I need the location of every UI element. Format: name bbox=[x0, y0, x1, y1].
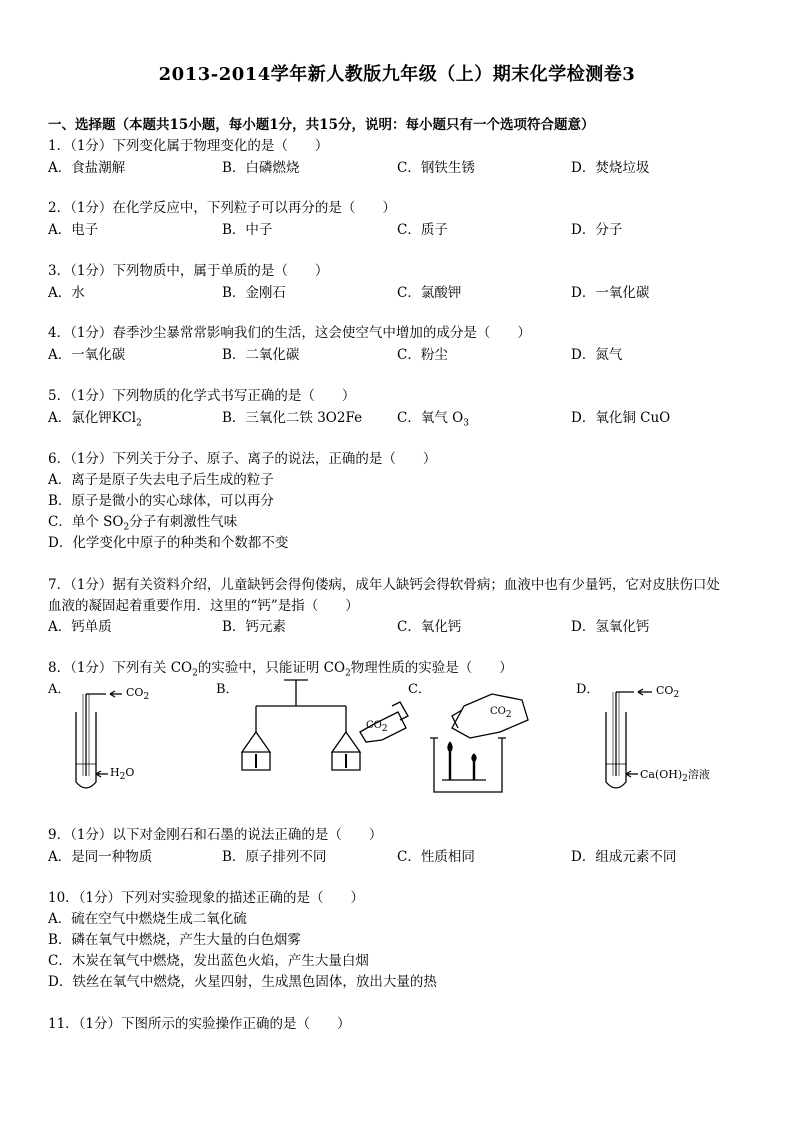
q4-option-c: C．粉尘 bbox=[397, 347, 448, 363]
q1-option-c: C．钢铁生锈 bbox=[397, 160, 475, 176]
q10-option-a: A．硫在空气中燃烧生成二氧化硫 bbox=[48, 911, 247, 927]
figure-b-co2-label: $CO_2$ bbox=[366, 720, 388, 734]
figure-a-co2-label: $CO_2$ bbox=[126, 686, 150, 703]
question-5: 5．（1分）下列物质的化学式书写正确的是（ ） bbox=[48, 388, 356, 404]
q1-option-d: D．焚烧垃圾 bbox=[571, 160, 650, 176]
q8-figures bbox=[40, 676, 760, 806]
question-2: 2．（1分）在化学反应中，下列粒子可以再分的是（ ） bbox=[48, 200, 396, 216]
figure-d-label: D． bbox=[576, 682, 600, 697]
q5-option-a: A．氯化钾KCl$_2$ bbox=[48, 410, 142, 429]
q5-option-d: D．氧化铜 CuO bbox=[571, 410, 671, 426]
q7-option-c: C．氧化钙 bbox=[397, 619, 462, 635]
figure-d-co2-label: $CO_2$ bbox=[656, 684, 680, 701]
question-8: 8．（1分）下列有关 $CO_2$的实验中，只能证明 $CO_2$物理性质的实验是（ ） bbox=[48, 660, 513, 679]
q10-option-d: D．铁丝在氧气中燃烧，火星四射，生成黑色固体，放出大量的热 bbox=[48, 974, 437, 990]
question-1: 1．（1分）下列变化属于物理变化的是（ ） bbox=[48, 138, 329, 154]
q3-option-d: D．一氧化碳 bbox=[571, 285, 650, 301]
q6-option-b: B．原子是微小的实心球体，可以再分 bbox=[48, 493, 274, 509]
question-4: 4．（1分）春季沙尘暴常常影响我们的生活，这会使空气中增加的成分是（ ） bbox=[48, 325, 531, 341]
q6-option-a: A．离子是原子失去电子后生成的粒子 bbox=[48, 472, 274, 488]
question-7-line-2: 血液的凝固起着重要作用．这里的“钙”是指（ ） bbox=[48, 598, 359, 614]
q1-option-a: A．食盐潮解 bbox=[48, 160, 126, 176]
q3-option-c: C．氯酸钾 bbox=[397, 285, 462, 301]
q5-option-b: B．三氧化二铁 3O2Fe bbox=[222, 410, 363, 426]
figure-b-label: B． bbox=[216, 682, 239, 697]
question-9: 9．（1分）以下对金刚石和石墨的说法正确的是（ ） bbox=[48, 827, 383, 843]
question-3: 3．（1分）下列物质中，属于单质的是（ ） bbox=[48, 263, 329, 279]
figure-c-label: C． bbox=[408, 682, 431, 697]
question-10: 10．（1分）下列对实验现象的描述正确的是（ ） bbox=[48, 890, 365, 906]
figure-c-beaker bbox=[430, 694, 528, 792]
q2-option-b: B．中子 bbox=[222, 222, 273, 238]
q1-option-b: B．白磷燃烧 bbox=[222, 160, 300, 176]
q7-option-b: B．钙元素 bbox=[222, 619, 286, 635]
section-heading: 一、选择题（本题共15小题，每小题1分，共15分，说明：每小题只有一个选项符合题意） bbox=[48, 117, 595, 133]
question-7-line-1: 7．（1分）据有关资料介绍，儿童缺钙会得佝偻病，成年人缺钙会得软骨病；血液中也有少量钙，它对皮肤伤口处 bbox=[48, 577, 720, 593]
q6-option-c: C．单个 $SO_2$分子有刺激性气味 bbox=[48, 514, 238, 533]
q4-option-a: A．一氧化碳 bbox=[48, 347, 126, 363]
figure-d-caoh2-label: $Ca(OH)_2$溶液 bbox=[640, 768, 710, 785]
q7-option-d: D．氢氧化钙 bbox=[571, 619, 650, 635]
q4-option-b: B．二氧化碳 bbox=[222, 347, 300, 363]
figure-a-h2o-label: $H_2O$ bbox=[110, 766, 135, 783]
page-title: 2013-2014学年新人教版九年级（上）期末化学检测卷3 bbox=[158, 64, 636, 85]
q2-option-d: D．分子 bbox=[571, 222, 623, 238]
question-6: 6．（1分）下列关于分子、原子、离子的说法，正确的是（ ） bbox=[48, 451, 437, 467]
q9-option-c: C．性质相同 bbox=[397, 849, 475, 865]
q4-option-d: D．氮气 bbox=[571, 347, 623, 363]
q3-option-a: A．水 bbox=[48, 285, 85, 301]
q2-option-a: A．电子 bbox=[48, 222, 99, 238]
q5-option-c: C．氧气 $O_3$ bbox=[397, 410, 469, 429]
q2-option-c: C．质子 bbox=[397, 222, 448, 238]
q9-option-b: B．原子排列不同 bbox=[222, 849, 327, 865]
q10-option-c: C．木炭在氧气中燃烧，发出蓝色火焰，产生大量白烟 bbox=[48, 953, 369, 969]
q9-option-a: A．是同一种物质 bbox=[48, 849, 153, 865]
figure-a-label: A． bbox=[48, 682, 71, 697]
question-11: 11．（1分）下图所示的实验操作正确的是（ ） bbox=[48, 1016, 351, 1032]
q3-option-b: B．金刚石 bbox=[222, 285, 286, 301]
q9-option-d: D．组成元素不同 bbox=[571, 849, 677, 865]
q10-option-b: B．磷在氧气中燃烧，产生大量的白色烟雾 bbox=[48, 932, 301, 948]
q7-option-a: A．钙单质 bbox=[48, 619, 112, 635]
q6-option-d: D．化学变化中原子的种类和个数都不变 bbox=[48, 535, 289, 551]
figure-c-co2-label: $CO_2$ bbox=[490, 706, 512, 720]
